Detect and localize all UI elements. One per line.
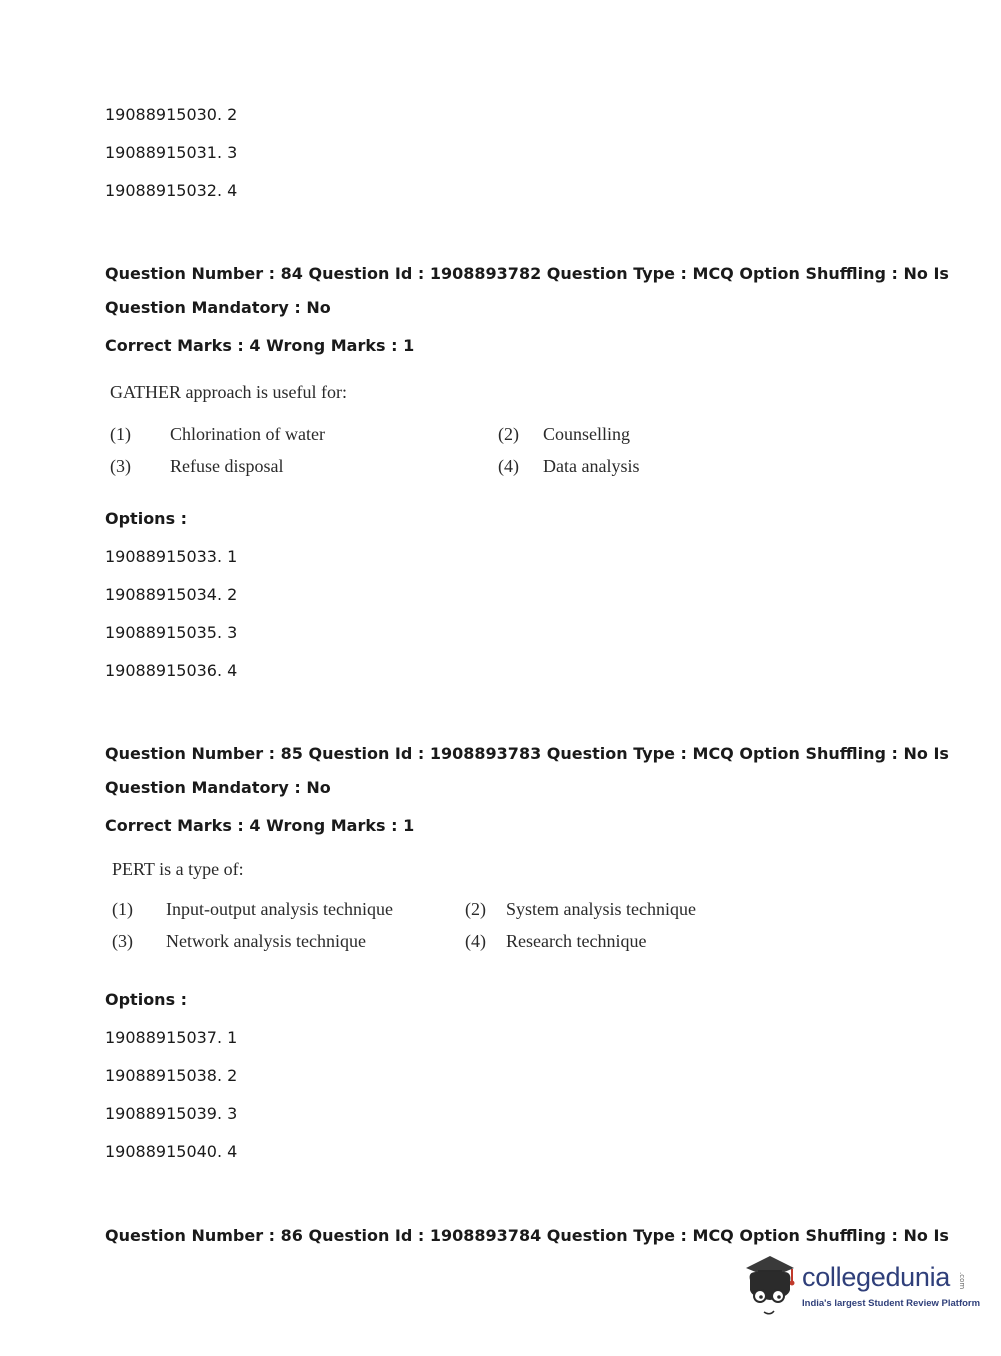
mascot-icon: [740, 1250, 800, 1320]
question-header: Question Number : 86 Question Id : 1908893784 Question Type : MCQ Option Shuffling : No Is: [105, 1226, 949, 1245]
question-header: Question Number : 85 Question Id : 1908893783 Question Type : MCQ Option Shuffling : No Is: [105, 744, 949, 763]
collegedunia-logo: [740, 1250, 981, 1320]
choice-number: (2): [465, 899, 486, 919]
logo-tagline: India's largest Student Review Platform: [802, 1298, 981, 1309]
choice-text: System analysis technique: [506, 899, 696, 919]
choice-number: (2): [498, 424, 519, 444]
question-header: Question Number : 84 Question Id : 1908893782 Question Type : MCQ Option Shuffling : No Is: [105, 264, 949, 283]
logo-domain: .com: [958, 1272, 966, 1290]
option-line: 19088915032. 4: [105, 181, 238, 200]
logo-wordmark: collegedunia: [802, 1262, 951, 1292]
option-line: 19088915037. 1: [105, 1028, 238, 1047]
question-stem: GATHER approach is useful for:: [110, 382, 347, 402]
choice-text: Input-output analysis technique: [166, 899, 393, 919]
option-line: 19088915039. 3: [105, 1104, 238, 1123]
option-line: 19088915031. 3: [105, 143, 238, 162]
option-line: 19088915038. 2: [105, 1066, 238, 1085]
option-line: 19088915034. 2: [105, 585, 238, 604]
question-mandatory: Question Mandatory : No: [105, 778, 331, 797]
options-label: Options :: [105, 990, 188, 1009]
options-label: Options :: [105, 509, 188, 528]
question-stem: PERT is a type of:: [112, 859, 244, 879]
choice-number: (3): [110, 456, 131, 476]
choice-number: (4): [498, 456, 519, 476]
question-marks: Correct Marks : 4 Wrong Marks : 1: [105, 336, 415, 355]
choice-number: (1): [112, 899, 133, 919]
choice-text: Network analysis technique: [166, 931, 366, 951]
choice-text: Research technique: [506, 931, 647, 951]
choice-text: Data analysis: [543, 456, 640, 476]
choice-number: (4): [465, 931, 486, 951]
choice-text: Counselling: [543, 424, 631, 444]
choice-text: Refuse disposal: [170, 456, 284, 476]
option-line: 19088915033. 1: [105, 547, 238, 566]
question-marks: Correct Marks : 4 Wrong Marks : 1: [105, 816, 415, 835]
choice-number: (3): [112, 931, 133, 951]
option-line: 19088915030. 2: [105, 105, 238, 124]
question-mandatory: Question Mandatory : No: [105, 298, 331, 317]
choice-text: Chlorination of water: [170, 424, 325, 444]
option-line: 19088915036. 4: [105, 661, 238, 680]
choice-number: (1): [110, 424, 131, 444]
option-line: 19088915035. 3: [105, 623, 238, 642]
option-line: 19088915040. 4: [105, 1142, 238, 1161]
